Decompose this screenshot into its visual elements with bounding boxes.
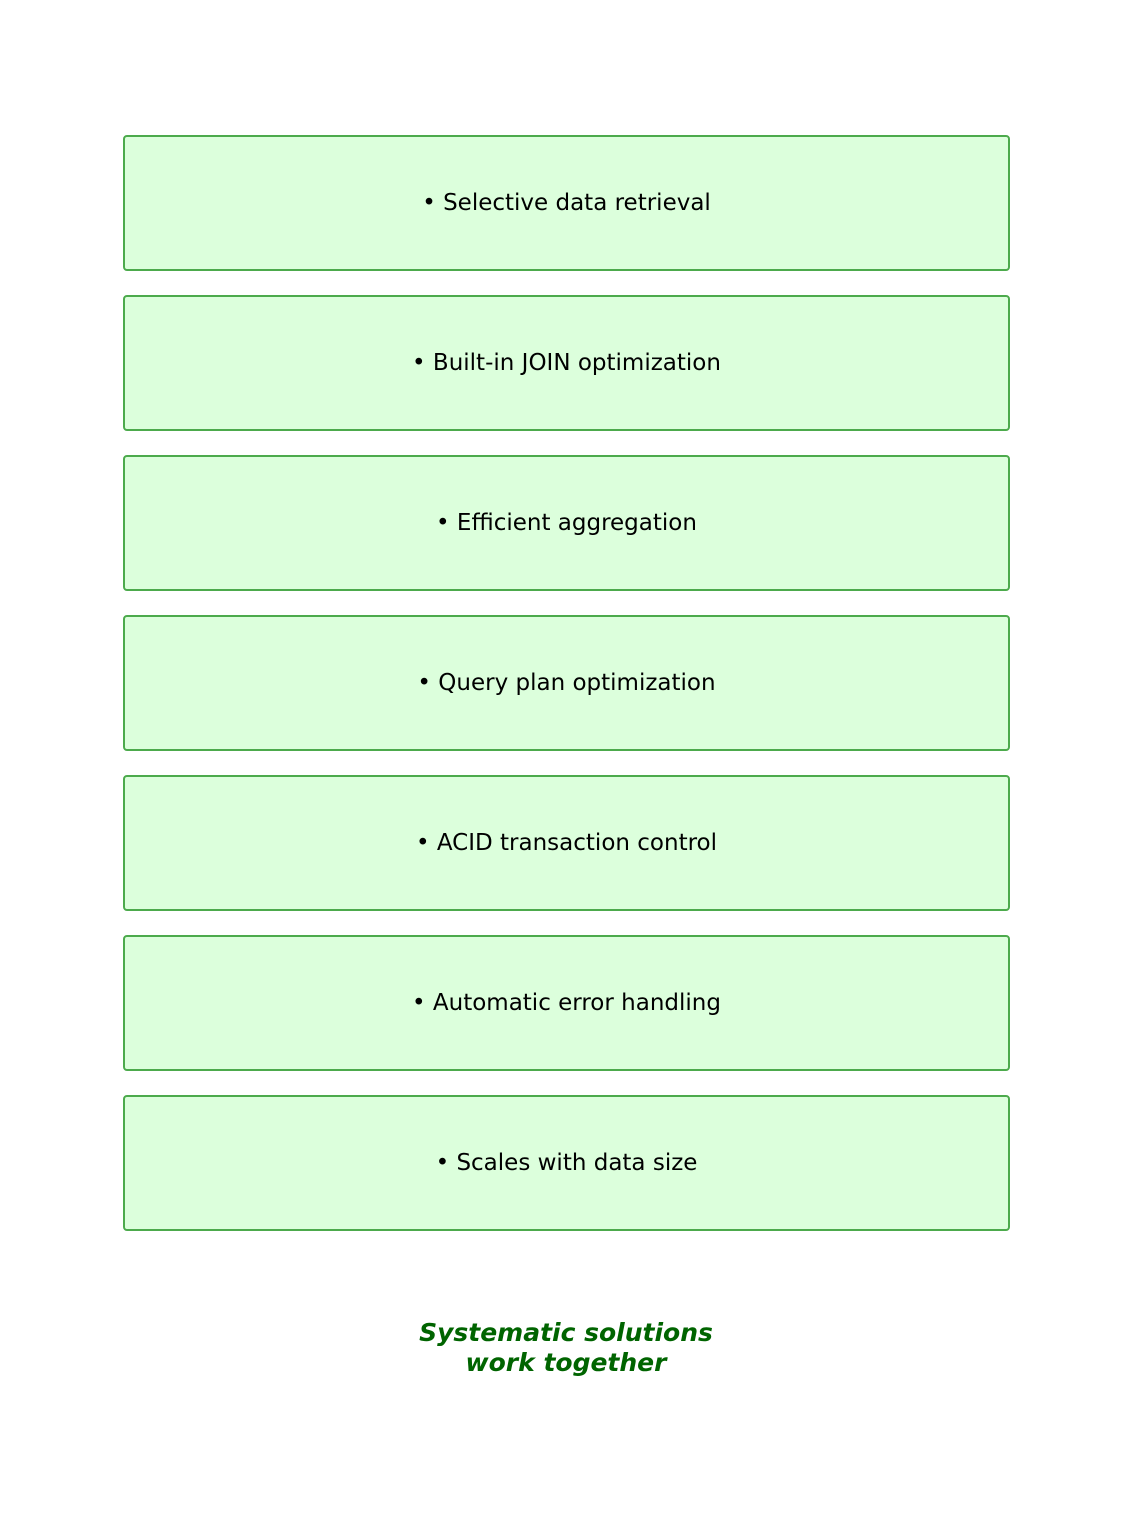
solution-box-error-handling bbox=[123, 935, 1010, 1071]
solution-label: • ACID transaction control bbox=[415, 830, 718, 856]
tagline-line-1: Systematic solutions bbox=[419, 1318, 713, 1347]
solution-box-scales bbox=[123, 1095, 1010, 1231]
solution-box-efficient-aggregation bbox=[123, 455, 1010, 591]
solution-label: • Efficient aggregation bbox=[436, 510, 697, 536]
solution-label: • Query plan optimization bbox=[417, 670, 716, 696]
solution-label: • Automatic error handling bbox=[412, 990, 721, 1016]
solution-label: • Scales with data size bbox=[435, 1150, 698, 1176]
solution-box-join-optimization bbox=[123, 295, 1010, 431]
solution-label: • Built-in JOIN optimization bbox=[412, 350, 721, 376]
solution-label: • Selective data retrieval bbox=[422, 190, 711, 216]
solutions-list bbox=[123, 135, 1010, 1255]
tagline-line-2: work together bbox=[465, 1348, 667, 1377]
solution-box-selective-retrieval bbox=[123, 135, 1010, 271]
solution-box-acid bbox=[123, 775, 1010, 911]
solution-box-query-plan bbox=[123, 615, 1010, 751]
tagline bbox=[0, 1318, 1132, 1378]
